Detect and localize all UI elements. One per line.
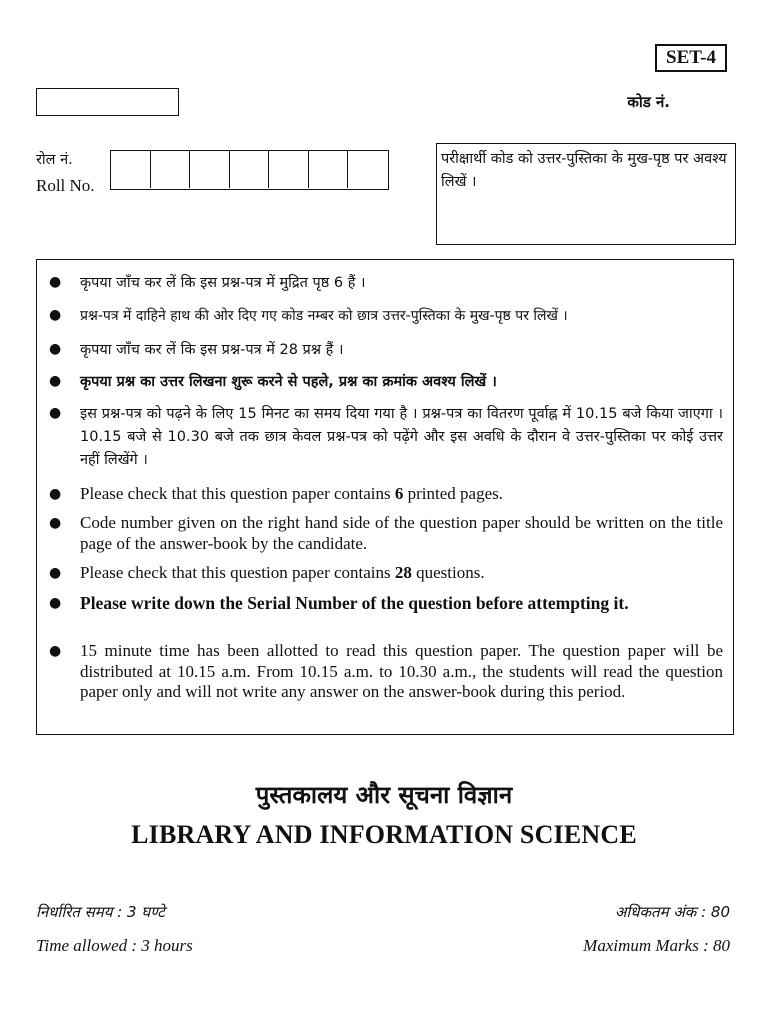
bullet-icon: ● [49,373,62,389]
bullet-icon: ● [49,274,62,290]
instruction-text: 15 minute time has been allotted to read this question paper. The question paper will be distributed at 10.15 a.m. From 10.15 a.m. to 10.30 a.m., the students will read the question paper only and will not write any answer on the answer-book during this period. [80,641,723,701]
instruction-text: इस प्रश्न-पत्र को पढ़ने के लिए 15 मिनट का समय दिया गया है । प्रश्न-पत्र का वितरण पूर्वाह्न में 10.15 बजे किया जाएगा । 10.15 बजे से 10.30 बजे तक छात्र केवल प्रश्न-पत्र को पढ़ेंगे और इस अवधि के दौरान वे उत्तर-पुस्तिका पर कोई उत्तर नहीं लिखेंगे । [80,406,723,468]
bullet-icon: ● [49,595,62,611]
bullet-icon: ● [49,515,62,531]
maximum-marks-hindi: अधिकतम अंक : 80 [614,903,730,921]
time-allowed-hindi: निर्धारित समय : 3 घण्टे [36,903,165,921]
instruction-text-part: Please check that this question paper contains [80,563,395,582]
bullet-icon: ● [49,565,62,581]
instruction-text-part: Please check that this question paper contains [80,484,395,503]
subject-title-english: LIBRARY AND INFORMATION SCIENCE [131,820,637,849]
bullet-icon: ● [49,341,62,357]
instruction-text-part: questions. [411,563,485,582]
roll-label-english: Roll No. [36,176,95,195]
instruction-text: कृपया प्रश्न का उत्तर लिखना शुरू करने से पहले, प्रश्न का क्रमांक अवश्य लिखें । [80,374,497,390]
instruction-text: कृपया जाँच कर लें कि इस प्रश्न-पत्र में मुद्रित पृष्ठ 6 हैं । [80,275,366,291]
instruction-text [80,563,723,584]
roll-digit-cell[interactable] [269,151,309,188]
instruction-text: Please write down the Serial Number of the question before attempting it. [80,593,629,613]
subject-title-hindi: पुस्तकालय और सूचना विज्ञान [255,781,513,809]
instruction-text-part: printed pages. [403,484,503,503]
bullet-icon: ● [49,307,62,323]
instruction-bold-value: 28 [394,563,412,582]
code-number-box[interactable] [36,88,179,116]
bullet-icon: ● [49,643,62,659]
roll-digit-cell[interactable] [348,151,388,188]
time-allowed: Time allowed : 3 hours [36,936,193,955]
roll-digit-cell[interactable] [151,151,191,188]
code-number-label: कोड नं. [627,93,670,111]
instruction-text: कृपया जाँच कर लें कि इस प्रश्न-पत्र में 28 प्रश्न हैं । [80,342,344,358]
maximum-marks: Maximum Marks : 80 [583,936,730,955]
set-label: SET-4 [655,44,727,72]
roll-number-label [36,148,95,198]
instruction-text: प्रश्न-पत्र में दाहिने हाथ की ओर दिए गए कोड नम्बर को छात्र उत्तर-पुस्तिका के मुख-पृष्ठ पर लिखें । [80,308,568,324]
bullet-icon: ● [49,405,62,421]
instructions-box [36,259,734,735]
instruction-text [80,484,723,505]
roll-digit-cell[interactable] [230,151,270,188]
roll-digit-cell[interactable] [190,151,230,188]
instruction-text: Code number given on the right hand side of the question paper should be written on the title page of the answer-book by the candidate. [80,513,723,553]
bullet-icon: ● [49,486,62,502]
roll-label-hindi: रोल नं. [36,152,73,168]
roll-digit-cell[interactable] [111,151,151,188]
instruction-bold-value: 6 [394,484,404,503]
roll-number-grid [110,150,389,190]
candidate-code-note: परीक्षार्थी कोड को उत्तर-पुस्तिका के मुख-पृष्ठ पर अवश्य लिखें । [436,143,736,245]
roll-digit-cell[interactable] [309,151,349,188]
